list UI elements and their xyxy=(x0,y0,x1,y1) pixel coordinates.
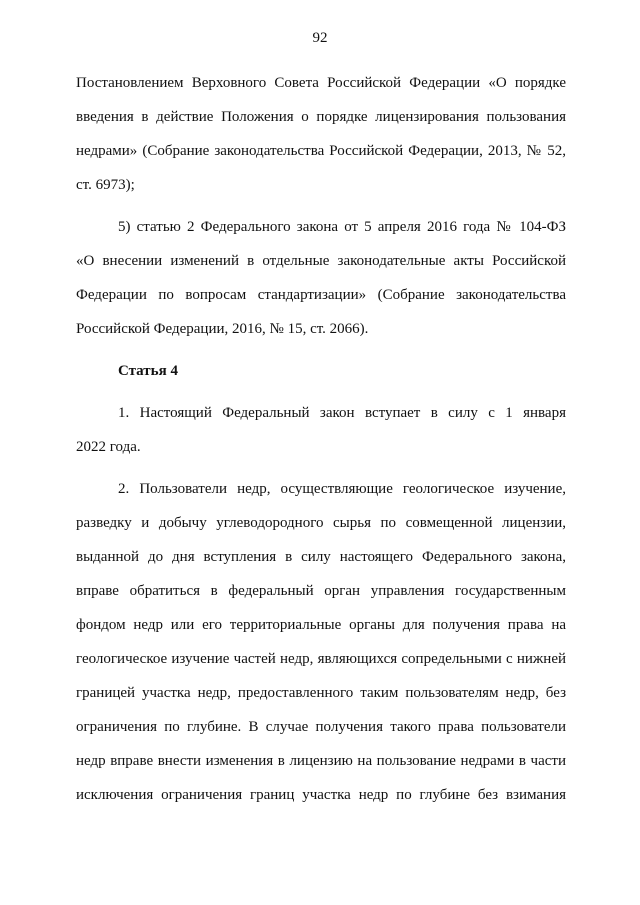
paragraph xyxy=(76,210,566,346)
paragraph xyxy=(76,66,566,202)
text-line: «О внесении изменений в отдельные законодательные акты Российской xyxy=(76,253,566,269)
paragraph xyxy=(76,396,566,464)
document-body xyxy=(76,66,566,812)
text-line: введения в действие Положения о порядке лицензирования пользования xyxy=(76,109,566,125)
text-line: разведку и добычу углеводородного сырья по совмещенной лицензии, xyxy=(76,515,566,531)
text-line: исключения ограничения границ участка недр по глубине без взимания xyxy=(76,787,566,803)
text-line: 5) статью 2 Федерального закона от 5 апреля 2016 года № 104-ФЗ xyxy=(118,219,566,235)
text-line: геологическое изучение частей недр, являющихся сопредельными с нижней xyxy=(76,651,566,667)
text-line: границей участка недр, предоставленного таким пользователям недр, без xyxy=(76,685,566,701)
text-line: Постановлением Верховного Совета Российской Федерации «О порядке xyxy=(76,75,566,91)
text-line: фондом недр или его территориальные органы для получения права на xyxy=(76,617,566,633)
text-line: вправе обратиться в федеральный орган управления государственным xyxy=(76,583,566,599)
paragraph xyxy=(76,472,566,812)
text-line: ограничения по глубине. В случае получения такого права пользователи xyxy=(76,719,566,735)
text-line: недр вправе внести изменения в лицензию на пользование недрами в части xyxy=(76,753,566,769)
text-line: выданной до дня вступления в силу настоящего Федерального закона, xyxy=(76,549,566,565)
page-number: 92 xyxy=(312,30,328,46)
text-line: недрами» (Собрание законодательства Российской Федерации, 2013, № 52, xyxy=(76,143,566,159)
text-line: ст. 6973); xyxy=(76,177,135,193)
text-line: 2022 года. xyxy=(76,439,141,455)
text-line: 2. Пользователи недр, осуществляющие геологическое изучение, xyxy=(118,481,566,497)
text-line: Российской Федерации, 2016, № 15, ст. 2066). xyxy=(76,321,369,337)
text-line: Федерации по вопросам стандартизации» (Собрание законодательства xyxy=(76,287,566,303)
text-line: 1. Настоящий Федеральный закон вступает в силу с 1 января xyxy=(118,405,566,421)
article-heading: Статья 4 xyxy=(118,363,178,379)
